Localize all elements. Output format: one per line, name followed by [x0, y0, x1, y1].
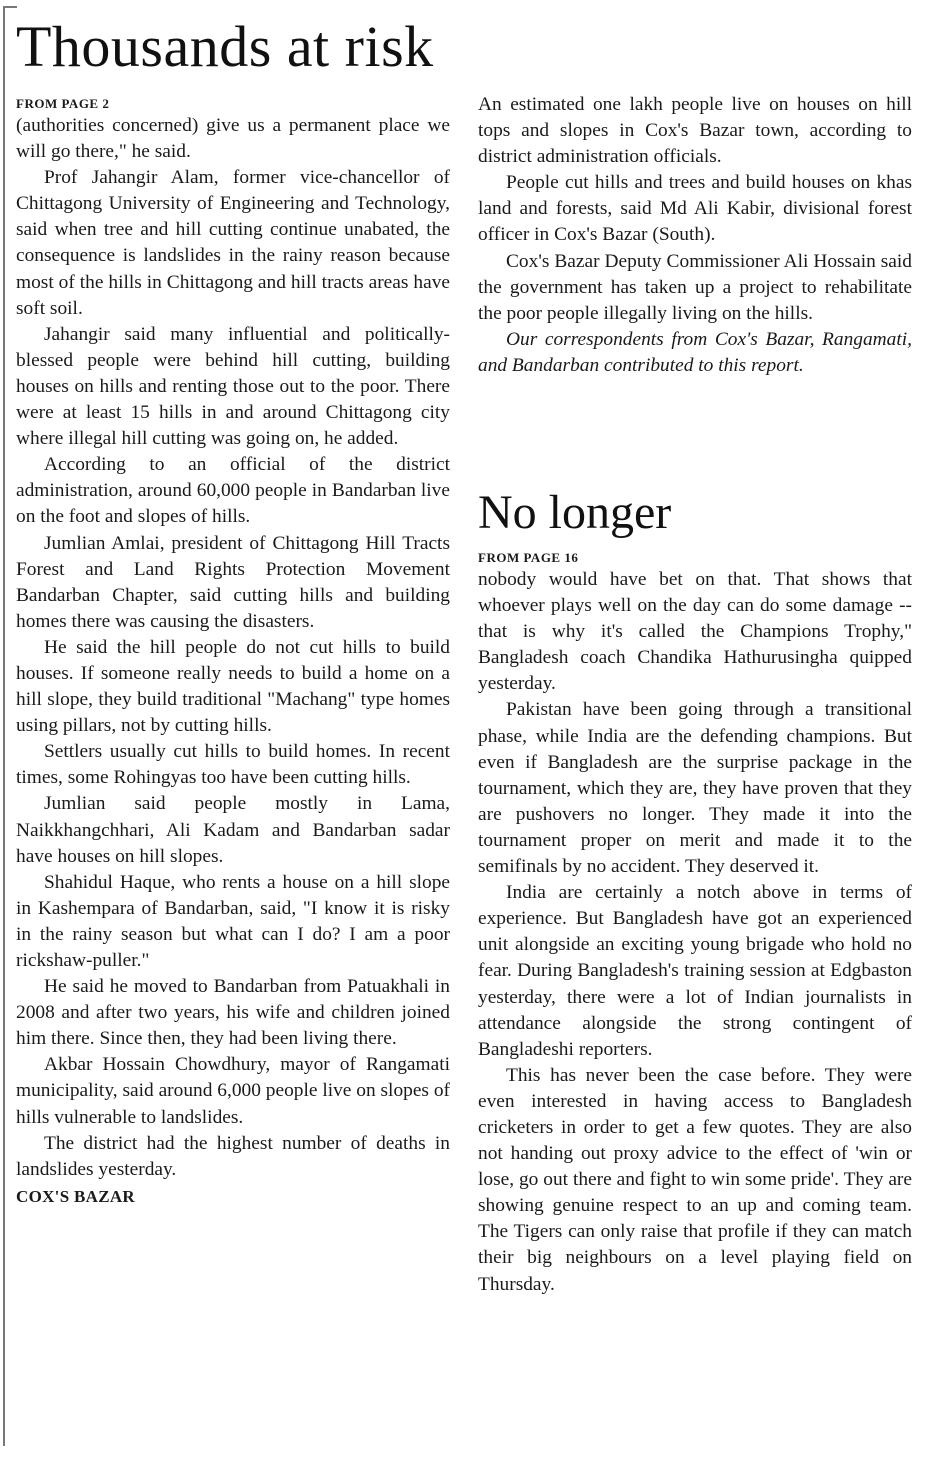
story1-paragraph: (authorities concerned) give us a permanent place we will go there," he said. [16, 115, 450, 163]
top-border-rule [3, 6, 17, 8]
story1-paragraph: He said the hill people do not cut hills to build houses. If someone really needs to build a home on a hill slope, they build traditional "Machang" type homes using pillars, not by cutting hills. [16, 636, 450, 737]
story2-kicker: FROM PAGE 16 [478, 550, 579, 565]
story2-headline: No longer [478, 486, 672, 539]
left-border-rule [3, 6, 5, 1446]
story1-paragraph: Jumlian Amlai, president of Chittagong Hill Tracts Forest and Land Rights Protection Movement Bandarban Chapter, said cutting hills and building homes there was causing the disasters. [16, 532, 450, 632]
story1-paragraph: Shahidul Haque, who rents a house on a hill slope in Kashempara of Bandarban, said, "I know it is risky in the rainy season but what can I do? I am a poor rickshaw-puller." [16, 871, 450, 971]
story1-kicker: FROM PAGE 2 [16, 96, 110, 111]
story1-credit: Our correspondents from Cox's Bazar, Rangamati, and Bandarban contributed to this report. [478, 328, 912, 376]
story2-column [478, 550, 912, 1298]
story1-paragraph: Cox's Bazar Deputy Commissioner Ali Hossain said the government has taken up a project to rehabilitate the poor people illegally living on the hills. [478, 250, 912, 324]
story1-column-1 [16, 96, 450, 1209]
story1-paragraph: Akbar Hossain Chowdhury, mayor of Rangamati municipality, said around 6,000 people live on slopes of hills vulnerable to landslides. [16, 1054, 450, 1128]
story1-paragraph: The district had the highest number of deaths in landslides yesterday. [16, 1132, 450, 1180]
story2-paragraph: Pakistan have been going through a transitional phase, while India are the defending champions. But even if Bangladesh are the surprise package in the tournament, which they are, they have proven that they are pushovers no longer. They made it into the tournament proper on merit and made it to the semifinals by no accident. They deserved it. [478, 699, 912, 878]
story1-column-2 [478, 92, 912, 379]
story1-paragraph: Jahangir said many influential and politically-blessed people were behind hill cutting, building houses on hills and renting those out to the poor. There were at least 15 hills in and around Chittagong city where illegal hill cutting was going on, he added. [16, 323, 450, 450]
story1-paragraph: According to an official of the district administration, around 60,000 people in Bandarban live on the foot and slopes of hills. [16, 454, 450, 528]
story1-paragraph: Jumlian said people mostly in Lama, Naikkhangchhari, Ali Kadam and Bandarban sadar have houses on hill slopes. [16, 793, 450, 867]
story1-paragraph: Settlers usually cut hills to build homes. In recent times, some Rohingyas too have been cutting hills. [16, 741, 450, 789]
story1-paragraph: An estimated one lakh people live on houses on hill tops and slopes in Cox's Bazar town, according to district administration officials. [478, 94, 912, 168]
dateline-coxs-bazar: COX'S BAZAR [16, 1186, 136, 1206]
story2-paragraph: India are certainly a notch above in terms of experience. But Bangladesh have got an experienced unit alongside an exciting young brigade who hold no fear. During Bangladesh's training session at Edgbaston yesterday, there were a lot of Indian journalists in attendance alongside the strong contingent of Bangladeshi reporters. [478, 882, 912, 1060]
story1-paragraph: He said he moved to Bandarban from Patuakhali in 2008 and after two years, his wife and children joined him there. Since then, they had been living there. [16, 976, 450, 1050]
story1-paragraph: Prof Jahangir Alam, former vice-chancellor of Chittagong University of Engineering and Technology, said when tree and hill cutting continue unabated, the consequence is landslides in the rainy reason because most of the hills in Chittagong and hill tracts areas have soft soil. [16, 167, 450, 319]
story1-paragraph: People cut hills and trees and build houses on khas land and forests, said Md Ali Kabir, divisional forest officer in Cox's Bazar (South). [478, 172, 912, 246]
story2-paragraph: This has never been the case before. They were even interested in having access to Bangladesh cricketers in order to get a few quotes. They are also not handing out proxy advice to the effect of 'win or lose, go out there and fight to win some pride'. They are showing genuine respect to an up and coming team. The Tigers can only raise that profile if they can match their big neighbours on a level playing field on Thursday. [478, 1064, 912, 1295]
story1-headline: Thousands at risk [16, 14, 434, 79]
story2-paragraph: nobody would have bet on that. That shows that whoever plays well on the day can do some damage -- that is why it's called the Champions Trophy," Bangladesh coach Chandika Hathurusingha quipped yesterday. [478, 569, 912, 695]
